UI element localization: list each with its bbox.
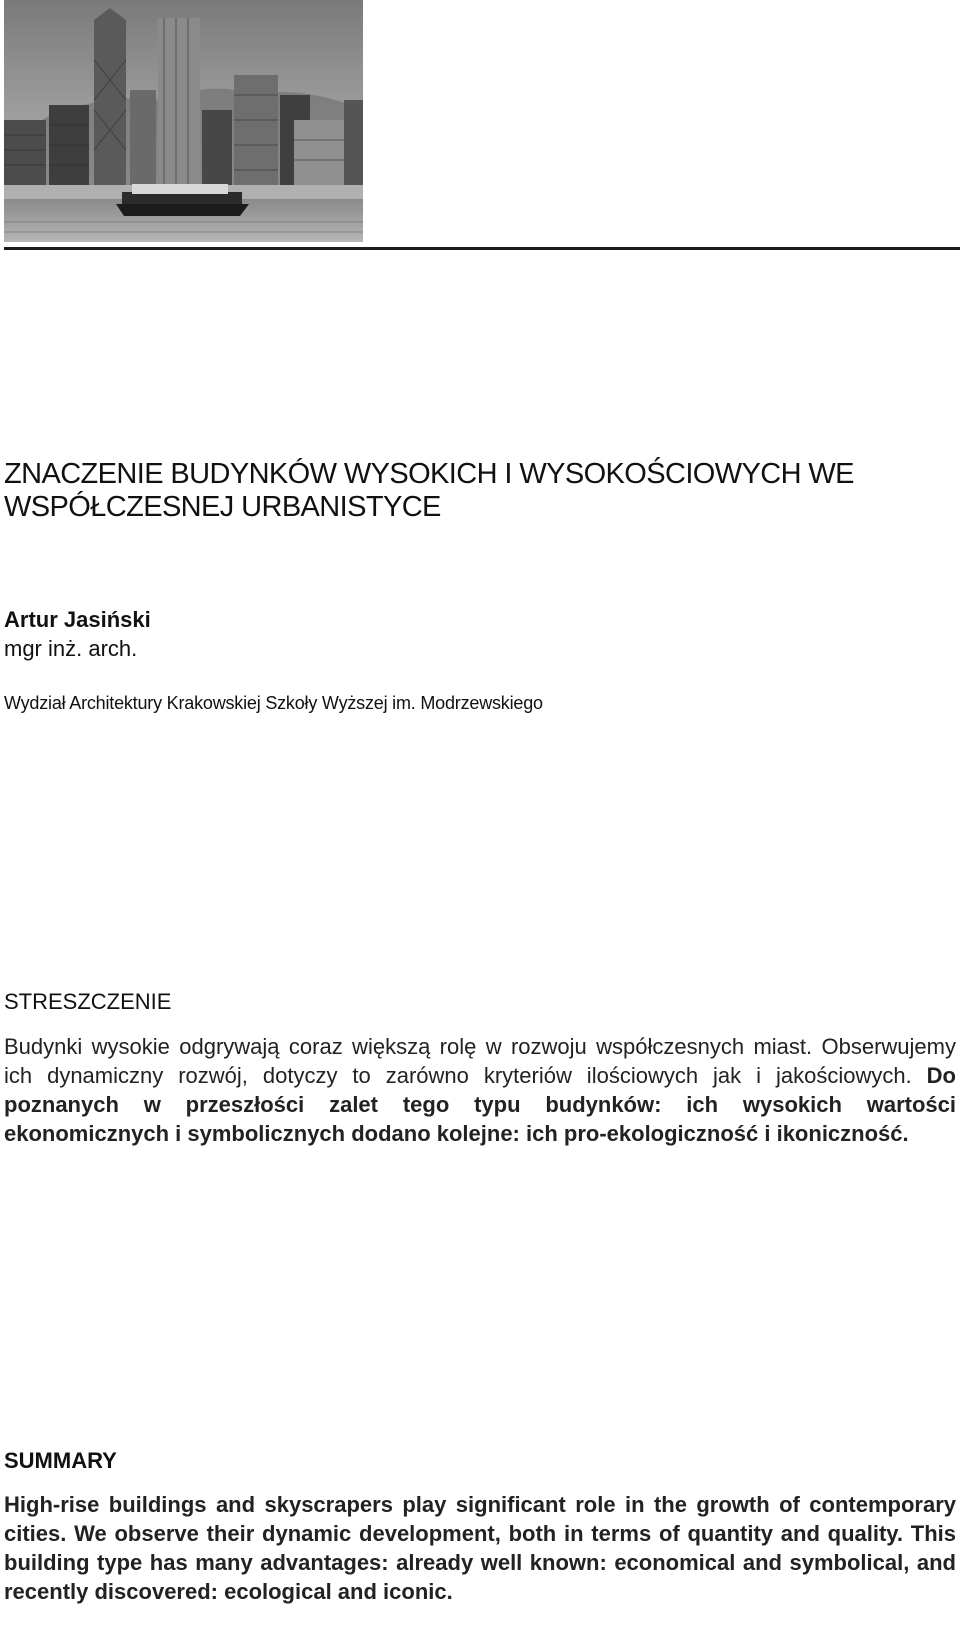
- summary-heading: SUMMARY: [4, 1448, 117, 1473]
- author-degree: mgr inż. arch.: [4, 636, 138, 661]
- skyline-photo: [4, 0, 363, 242]
- abstract-text-pl: [4, 1032, 956, 1148]
- summary-text: High-rise buildings and skyscrapers play significant role in the growth of contemporary cities. We observe their dynamic development, both in terms of quantity and quality. This building type has many advantages: already well known: economical and symbolical, and recently discovered: ecological and iconic.: [4, 1492, 956, 1604]
- abstract-text-pl-part1: Budynki wysokie odgrywają coraz większą rolę w rozwoju współczesnych miast. Obserwujemy ich dynamiczny rozwój, dotyczy to zarówno kryteriów ilościowych jak i jakościowych.: [4, 1034, 956, 1088]
- abstract-text-pl-part2: Do poznanych w przeszłości zalet tego typu budynków: ich wysokich wartości ekonomicznych i symbolicznych dodano kolejne: ich pro-ekologiczność i ikoniczność.: [4, 1063, 956, 1146]
- author-name: Artur Jasiński: [4, 607, 151, 632]
- abstract-heading-pl: STRESZCZENIE: [4, 989, 172, 1014]
- paper-title: ZNACZENIE BUDYNKÓW WYSOKICH I WYSOKOŚCIOWYCH WE WSPÓŁCZESNEJ URBANISTYCE: [4, 458, 854, 523]
- author-affiliation: Wydział Architektury Krakowskiej Szkoły Wyższej im. Modrzewskiego: [4, 693, 543, 713]
- header-rule: [4, 247, 960, 250]
